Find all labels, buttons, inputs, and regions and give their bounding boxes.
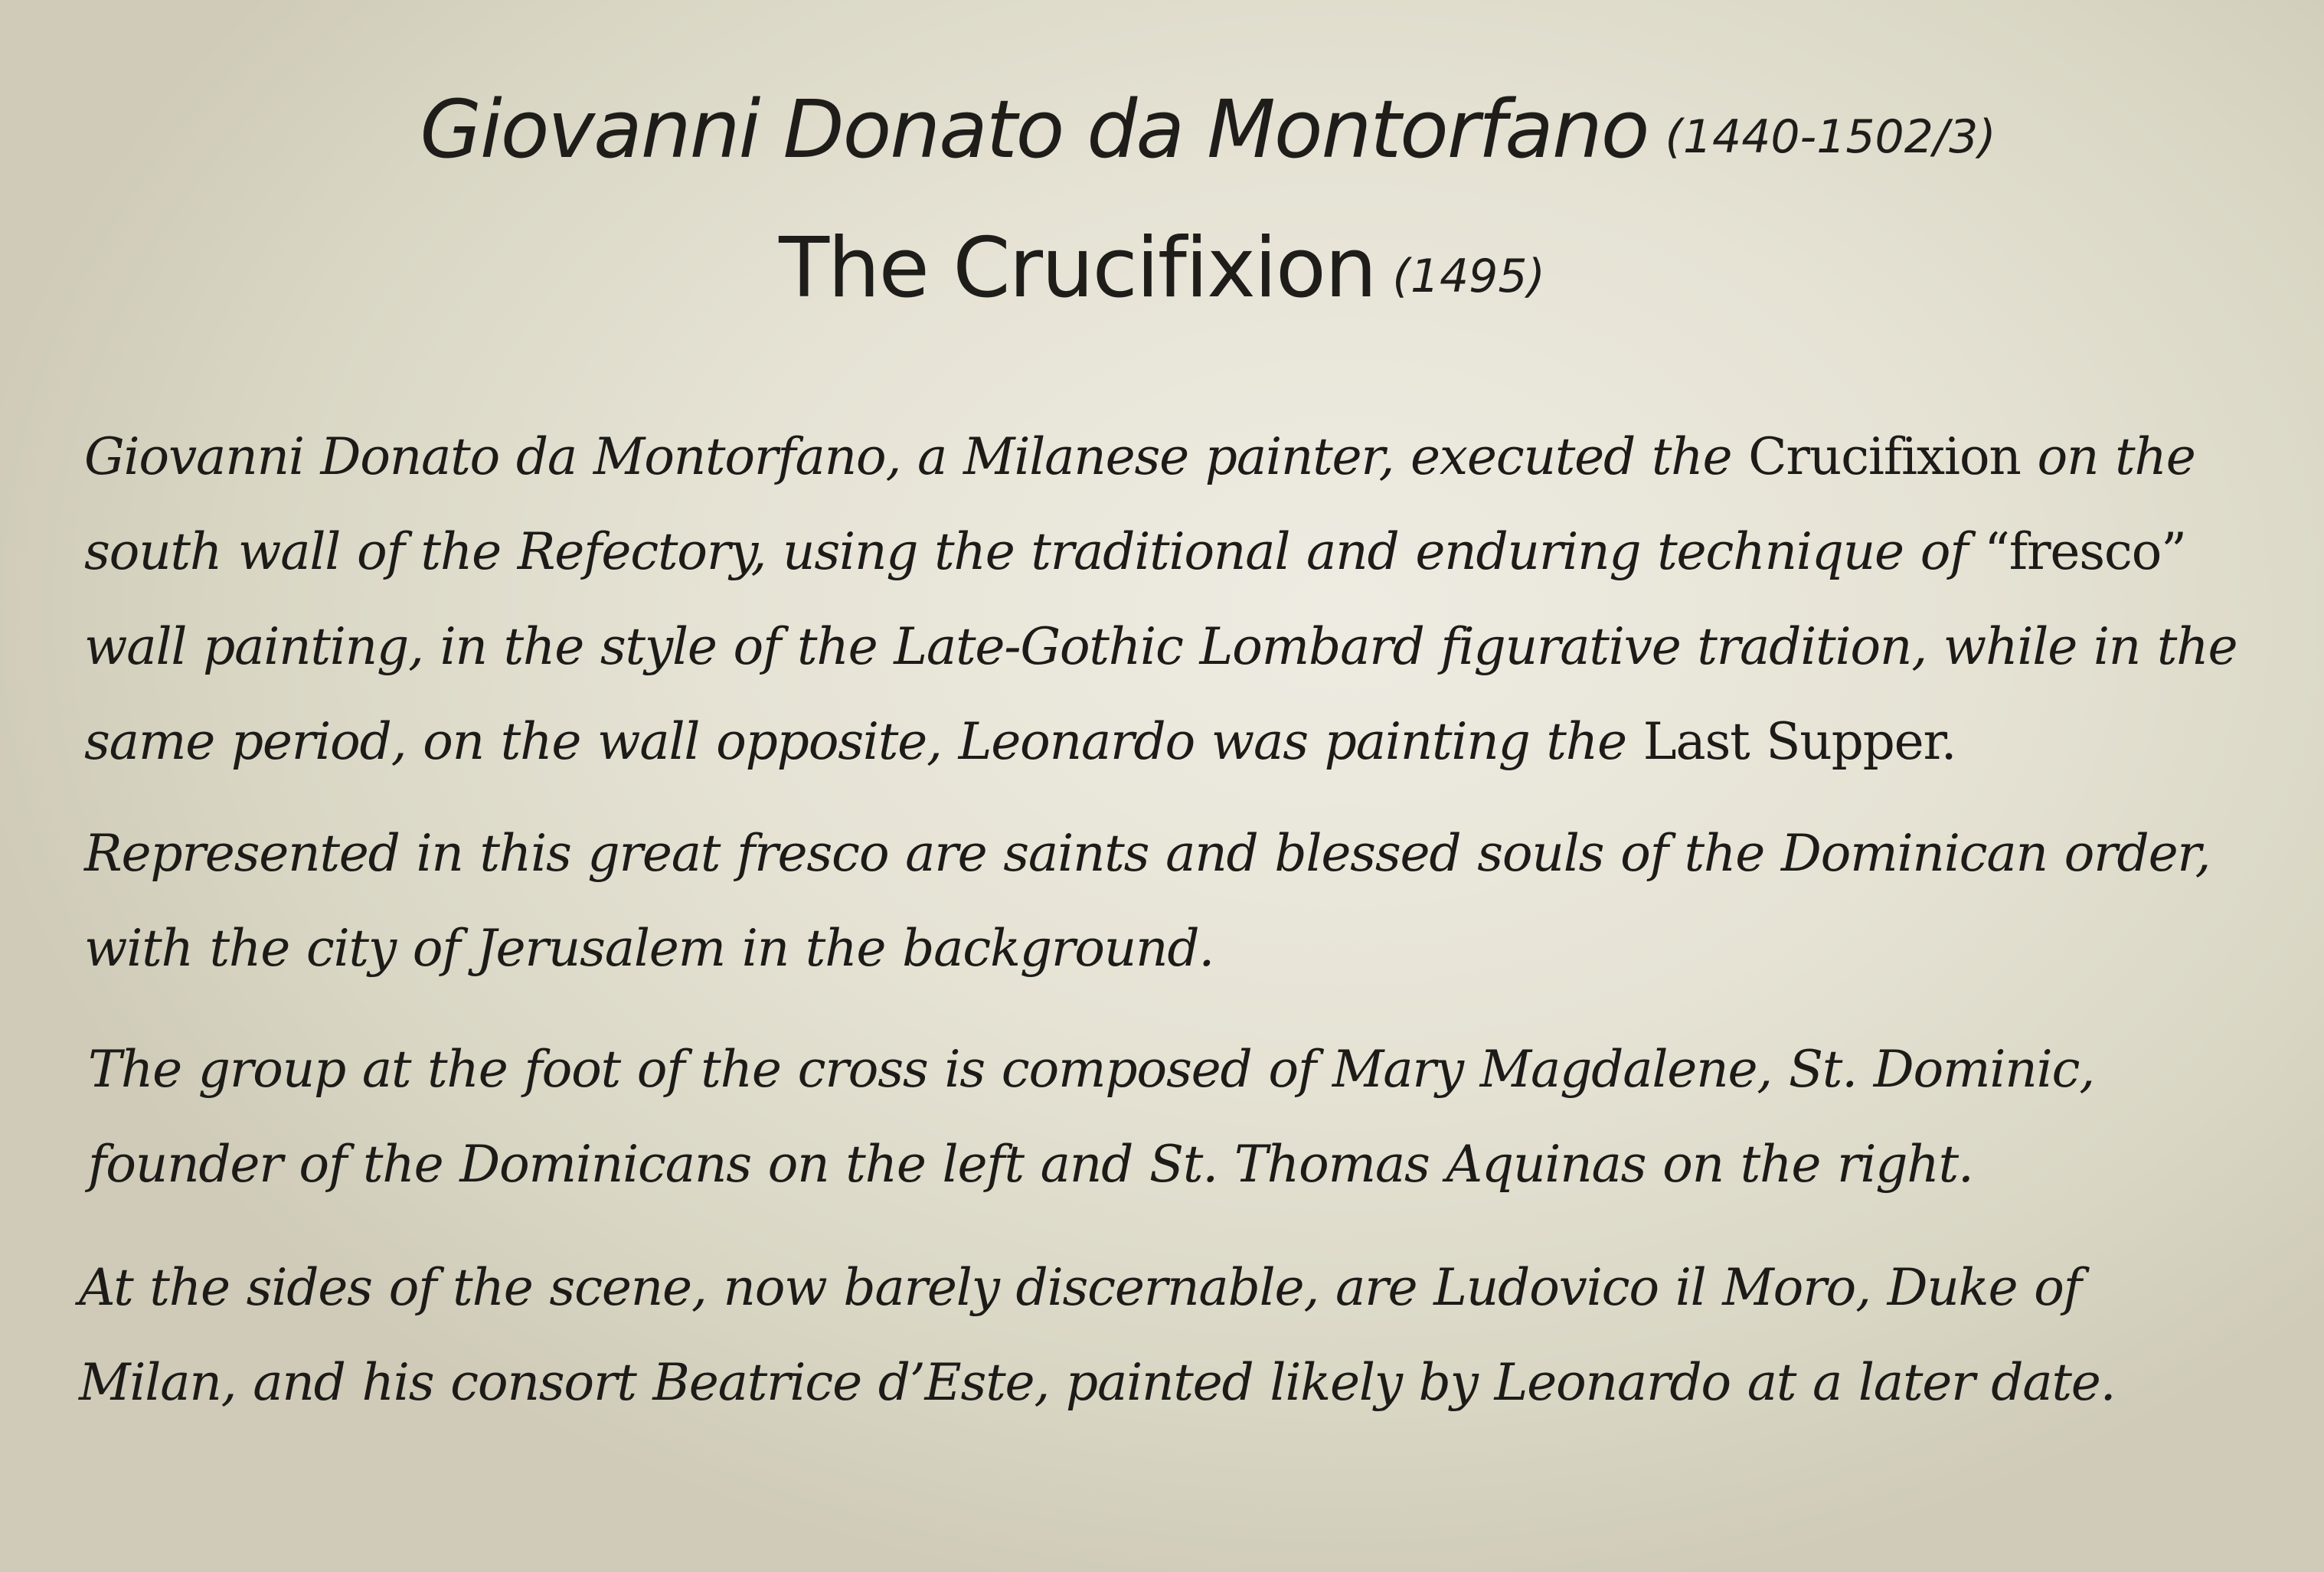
- p1-text-c: on the south wall of the Refectory, using the traditional and enduring technique of: [84, 427, 2195, 581]
- paragraph-intro: [84, 410, 2251, 789]
- artist-name: Giovanni Donato da Montorfano: [420, 83, 1649, 176]
- p1-title-last-supper: Last Supper.: [1642, 712, 1956, 771]
- artist-dates: (1440-1502/3): [1665, 110, 1996, 164]
- work-year: (1495): [1392, 250, 1545, 303]
- artist-heading: [0, 83, 2324, 176]
- paragraph-group: The group at the foot of the cross is composed of Mary Magdalene, St. Dominic, founder of the Dominicans on the left and St. Thomas Aquinas on the right.: [88, 1040, 2095, 1194]
- p1-text-a: Giovanni Donato da Montorfano, a Milanese painter, executed the: [84, 427, 1749, 486]
- work-title: The Crucifixion: [779, 221, 1376, 316]
- p1-title-crucifixion: Crucifixion: [1748, 427, 2021, 486]
- work-heading: [0, 221, 2324, 316]
- paragraph-sides: At the sides of the scene, now barely discernable, are Ludovico il Moro, Duke of Milan, and his consort Beatrice d’Este, painted likely by Leonardo at a later date.: [79, 1258, 2116, 1412]
- p1-text-e: wall painting, in the style of the Late-Gothic Lombard figurative tradition, while in the same period, on the wall opposite, Leonardo was painting the: [84, 617, 2237, 771]
- p1-term-fresco: “fresco”: [1984, 522, 2186, 581]
- paragraph-represented: Represented in this great fresco are saints and blessed souls of the Dominican order, with the city of Jerusalem in the background.: [84, 824, 2211, 978]
